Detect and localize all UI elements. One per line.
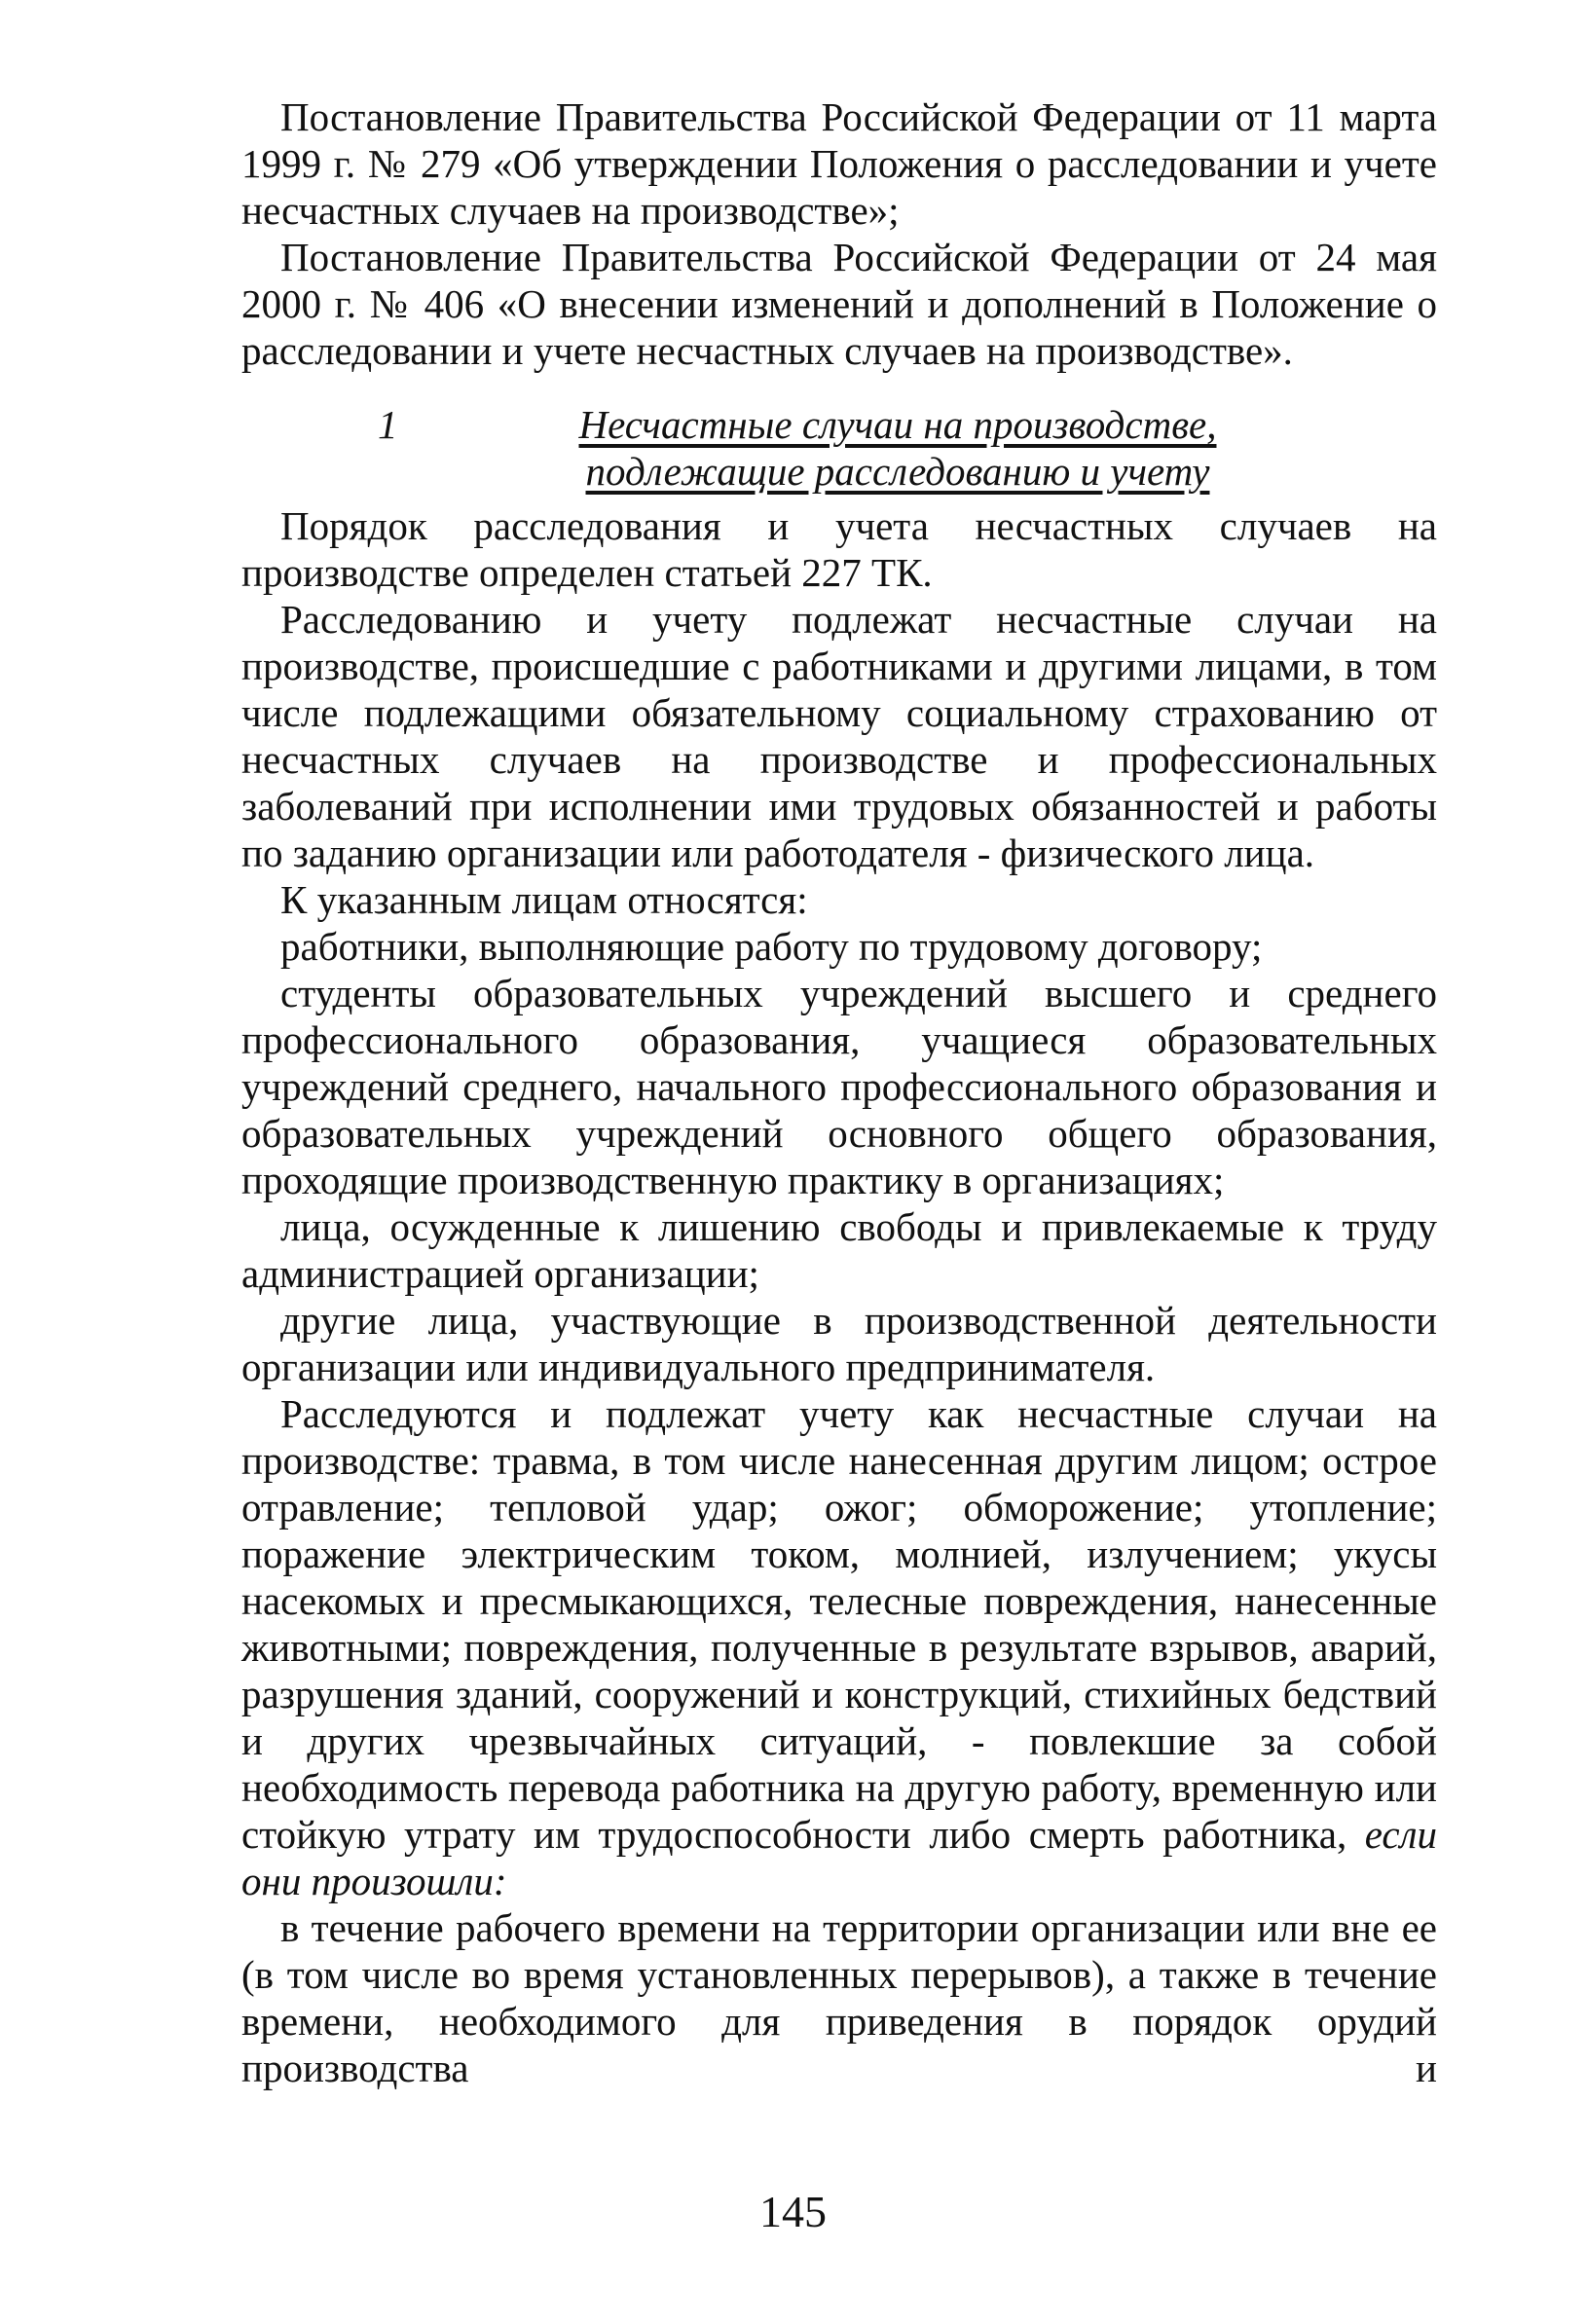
paragraph-persons-intro: К указанным лицам относятся: [280,877,808,922]
paragraph-accident-types [241,1390,1437,1904]
paragraph-subject-to-investigation: Расследованию и учету подлежат несчастные случаи на производстве, происшедшие с работниками и другими лицами, в том числе подлежащими обязательному социальному страхованию от несчастных случаев на производстве и профессиональных заболеваний при исполнении ими трудовых обязанностей и работы по заданию организации или работодателя - физического лица. [241,597,1437,875]
list-item-convicts: лица, осужденные к лишению свободы и привлекаемые к труду администрацией организации; [241,1204,1437,1296]
list-item-other-persons: другие лица, участвующие в производственной деятельности организации или индивидуального предпринимателя. [241,1298,1437,1389]
paragraph-decree-1999: Постановление Правительства Российской Федерации от 11 марта 1999 г. № 279 «Об утверждении Положения о расследовании и учете несчастных случаев на производстве»; [241,94,1437,233]
page-body [241,93,1437,2091]
accident-types-emphasis: если они произошли: [241,1812,1437,1903]
paragraph-procedure: Порядок расследования и учета несчастных случаев на производстве определен статьей 227 ТК. [241,503,1437,595]
section-heading [241,401,1437,495]
list-item-employees: работники, выполняющие работу по трудовому договору; [280,924,1263,969]
section-title: Несчастные случаи на производстве, подлежащие расследованию и учету [578,402,1217,494]
accident-types-text: Расследуются и подлежат учету как несчастные случаи на производстве: травма, в том числе нанесенная другим лицом; острое отравление; тепловой удар; ожог; обморожение; утопление; поражение электрическим током, молнией, излучением; укусы насекомых и пресмыкающихся, телесные повреждения, нанесенные животными; повреждения, полученные в результате взрывов, аварий, разрушения зданий, сооружений и конструкций, стихийных бедствий и других чрезвычайных ситуаций, - повлекшие за собой необходимость перевода работника на другую работу, временную или стойкую утрату им трудоспособности либо смерть работника, [241,1391,1437,1857]
page-number: 145 [759,2187,827,2236]
section-number: 1 [378,402,398,447]
paragraph-working-time: в течение рабочего времени на территории организации или вне ее (в том числе во время установленных перерывов), а также в течение времени, необходимого для приведения в порядок орудий производства и [241,1905,1437,2090]
paragraph-decree-2000: Постановление Правительства Российской Федерации от 24 мая 2000 г. № 406 «О внесении изменений и дополнений в Положение о расследовании и учете несчастных случаев на производстве». [241,235,1437,373]
list-item-students: студенты образовательных учреждений высшего и среднего профессионального образования, учащиеся образовательных учреждений среднего, начального профессионального образования и образовательных учреждений основного общего образования, проходящие производственную практику в организациях; [241,971,1437,1202]
